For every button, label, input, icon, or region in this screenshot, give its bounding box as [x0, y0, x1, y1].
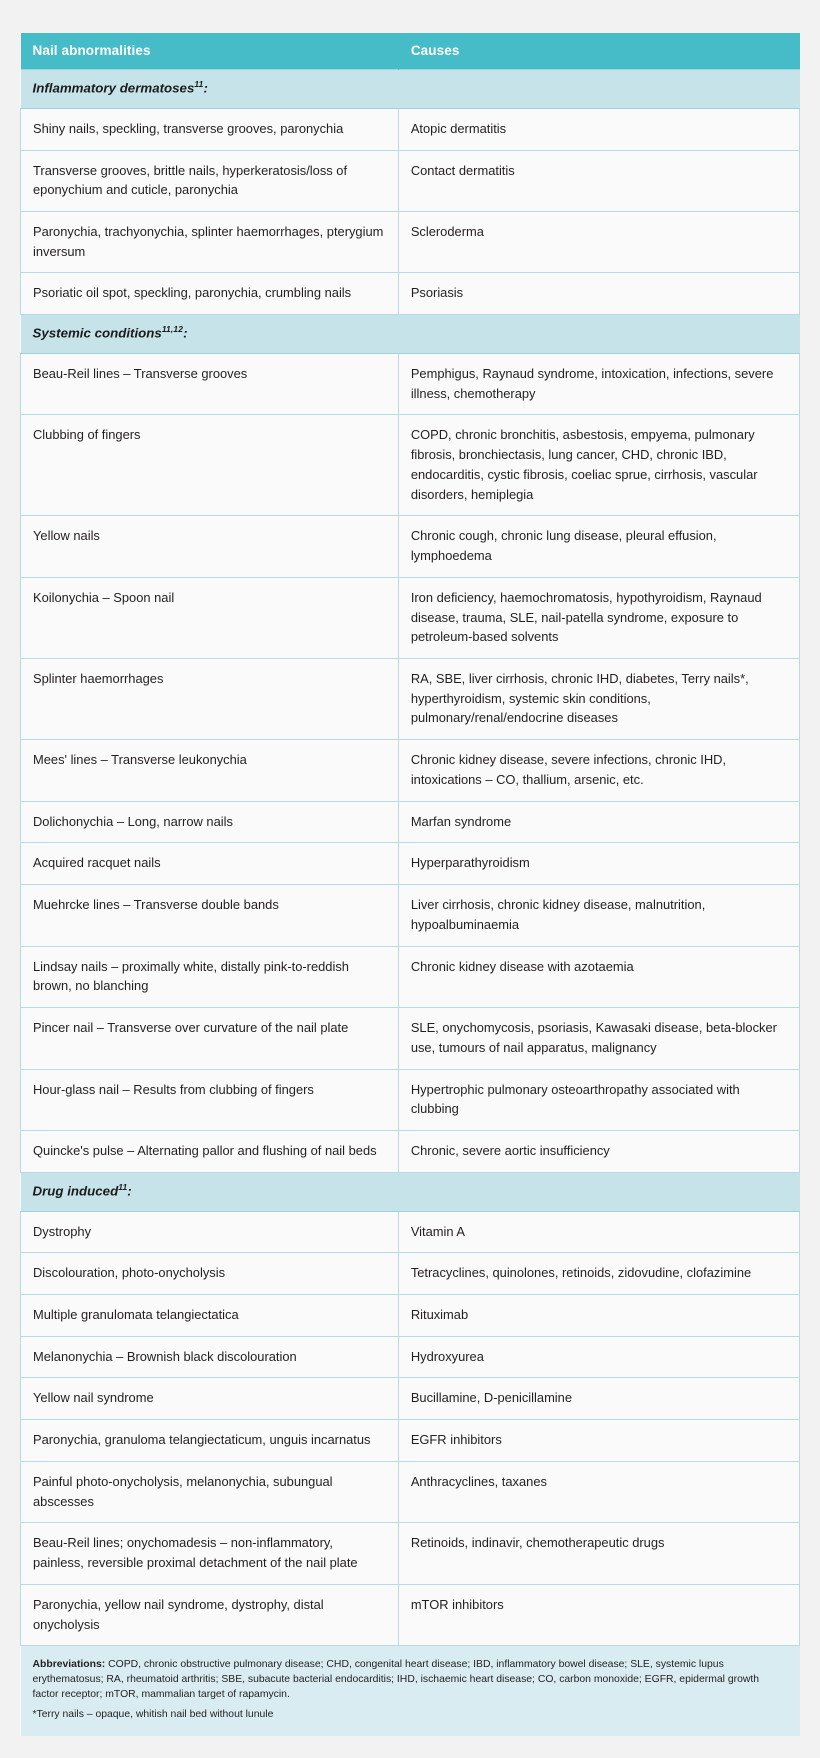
table-row	[21, 273, 800, 315]
abbreviations-note	[33, 1658, 788, 1703]
table-row	[21, 1584, 800, 1645]
cell-nail-abnormality: Lindsay nails – proximally white, distally pink-to-reddish brown, no blanching	[21, 946, 399, 1007]
section-title-suffix: :	[127, 1183, 132, 1199]
cell-nail-abnormality: Muehrcke lines – Transverse double bands	[21, 885, 399, 946]
nail-abnormalities-table	[20, 33, 800, 1736]
cell-nail-abnormality: Beau-Reil lines; onychomadesis – non-inflammatory, painless, reversible proximal detachment of the nail plate	[21, 1523, 399, 1584]
cell-cause: mTOR inhibitors	[398, 1584, 799, 1645]
cell-nail-abnormality: Multiple granulomata telangiectatica	[21, 1295, 399, 1337]
cell-nail-abnormality: Hour-glass nail – Results from clubbing of fingers	[21, 1069, 399, 1130]
section-header-label	[21, 70, 800, 109]
abbreviations-label: Abbreviations:	[32, 1659, 106, 1671]
table-row	[21, 659, 800, 740]
cell-cause: Hydroxyurea	[398, 1336, 799, 1378]
cell-cause: Marfan syndrome	[398, 801, 799, 843]
cell-cause: SLE, onychomycosis, psoriasis, Kawasaki disease, beta-blocker use, tumours of nail apparatus, malignancy	[398, 1008, 799, 1069]
cell-cause: Retinoids, indinavir, chemotherapeutic drugs	[398, 1523, 799, 1584]
section-header-row	[21, 315, 800, 354]
table-row	[21, 516, 800, 577]
abbreviations-text: COPD, chronic obstructive pulmonary disease; CHD, congenital heart disease; IBD, inflammatory bowel disease; SLE, systemic lupus erythematosus; RA, rheumatoid arthritis; SBE, subacute bacterial endocarditis; IHD, ischaemic heart disease; CO, carbon monoxide; EGFR, epidermal growth factor receptor; mTOR, mammalian target of rapamycin.	[32, 1659, 760, 1701]
terry-nails-footnote: *Terry nails – opaque, whitish nail bed without lunule	[32, 1709, 274, 1721]
cell-cause: Rituximab	[398, 1295, 799, 1337]
table-row	[21, 1461, 800, 1522]
cell-cause: Chronic kidney disease with azotaemia	[398, 946, 799, 1007]
cell-nail-abnormality: Shiny nails, speckling, transverse grooves, paronychia	[21, 108, 399, 150]
cell-nail-abnormality: Melanonychia – Brownish black discolouration	[21, 1336, 399, 1378]
cell-nail-abnormality: Quincke's pulse – Alternating pallor and flushing of nail beds	[21, 1131, 399, 1173]
section-title-superscript: 11	[194, 79, 204, 89]
cell-cause: Bucillamine, D-penicillamine	[398, 1378, 799, 1420]
table-row	[21, 801, 800, 843]
table-row	[21, 885, 800, 946]
table-body	[21, 70, 800, 1737]
cell-nail-abnormality: Koilonychia – Spoon nail	[21, 577, 399, 658]
column-header-nail-abnormalities: Nail abnormalities	[21, 33, 399, 70]
cell-nail-abnormality: Paronychia, trachyonychia, splinter haemorrhages, pterygium inversum	[21, 211, 399, 272]
section-title-text: Inflammatory dermatoses	[32, 80, 195, 96]
table-row	[21, 843, 800, 885]
cell-cause: Scleroderma	[398, 211, 799, 272]
section-title-text: Systemic conditions	[32, 325, 162, 341]
table-row	[21, 1131, 800, 1173]
table-row	[21, 211, 800, 272]
table-header	[21, 33, 800, 70]
section-header-label	[21, 1172, 800, 1211]
cell-cause: RA, SBE, liver cirrhosis, chronic IHD, diabetes, Terry nails*, hyperthyroidism, systemic skin conditions, pulmonary/renal/endocrine diseases	[398, 659, 799, 740]
cell-cause: Pemphigus, Raynaud syndrome, intoxication, infections, severe illness, chemotherapy	[398, 353, 799, 414]
cell-nail-abnormality: Mees' lines – Transverse leukonychia	[21, 740, 399, 801]
table-row	[21, 1336, 800, 1378]
section-title-superscript: 11	[118, 1181, 128, 1192]
cell-nail-abnormality: Splinter haemorrhages	[21, 659, 399, 740]
cell-nail-abnormality: Clubbing of fingers	[21, 415, 399, 516]
section-title-superscript: 11,12	[161, 324, 184, 335]
table-header-row	[21, 33, 800, 70]
table-row	[21, 1378, 800, 1420]
section-title-suffix: :	[183, 325, 188, 341]
cell-nail-abnormality: Yellow nail syndrome	[21, 1378, 399, 1420]
cell-nail-abnormality: Paronychia, granuloma telangiectaticum, unguis incarnatus	[21, 1420, 399, 1462]
table-row	[21, 946, 800, 1007]
cell-cause: Hyperparathyroidism	[398, 843, 799, 885]
cell-nail-abnormality: Dystrophy	[21, 1211, 399, 1253]
table-row	[21, 1523, 800, 1584]
cell-nail-abnormality: Paronychia, yellow nail syndrome, dystrophy, distal onycholysis	[21, 1584, 399, 1645]
cell-cause: COPD, chronic bronchitis, asbestosis, empyema, pulmonary fibrosis, bronchiectasis, lung cancer, CHD, chronic IBD, endocarditis, cystic fibrosis, coeliac sprue, cirrhosis, vascular disorders, hemiplegia	[398, 415, 799, 516]
table-footer-row	[21, 1646, 800, 1736]
cell-nail-abnormality: Transverse grooves, brittle nails, hyperkeratosis/loss of eponychium and cuticle, paronychia	[21, 150, 399, 211]
table-row	[21, 1008, 800, 1069]
cell-cause: Atopic dermatitis	[398, 108, 799, 150]
section-header-label	[21, 315, 800, 354]
cell-nail-abnormality: Dolichonychia – Long, narrow nails	[21, 801, 399, 843]
cell-nail-abnormality: Psoriatic oil spot, speckling, paronychia, crumbling nails	[21, 273, 399, 315]
table-row	[21, 1069, 800, 1130]
cell-nail-abnormality: Discolouration, photo-onycholysis	[21, 1253, 399, 1295]
cell-cause: Chronic kidney disease, severe infections, chronic IHD, intoxications – CO, thallium, arsenic, etc.	[398, 740, 799, 801]
cell-cause: Contact dermatitis	[398, 150, 799, 211]
column-header-causes: Causes	[398, 33, 799, 70]
cell-nail-abnormality: Yellow nails	[21, 516, 399, 577]
cell-nail-abnormality: Pincer nail – Transverse over curvature of the nail plate	[21, 1008, 399, 1069]
cell-cause: Anthracyclines, taxanes	[398, 1461, 799, 1522]
section-title-text: Drug induced	[32, 1183, 119, 1199]
cell-cause: EGFR inhibitors	[398, 1420, 799, 1462]
table-row	[21, 577, 800, 658]
cell-cause: Tetracyclines, quinolones, retinoids, zidovudine, clofazimine	[398, 1253, 799, 1295]
table-row	[21, 353, 800, 414]
cell-nail-abnormality: Acquired racquet nails	[21, 843, 399, 885]
table-row	[21, 740, 800, 801]
table-row	[21, 1253, 800, 1295]
cell-cause: Chronic cough, chronic lung disease, pleural effusion, lymphoedema	[398, 516, 799, 577]
table-row	[21, 108, 800, 150]
table-row	[21, 415, 800, 516]
section-title-suffix: :	[203, 80, 208, 96]
cell-cause: Chronic, severe aortic insufficiency	[398, 1131, 799, 1173]
table-footer-cell	[21, 1646, 800, 1736]
table-row	[21, 150, 800, 211]
section-header-row	[21, 70, 800, 109]
cell-cause: Liver cirrhosis, chronic kidney disease, malnutrition, hypoalbuminaemia	[398, 885, 799, 946]
cell-cause: Vitamin A	[398, 1211, 799, 1253]
table-row	[21, 1211, 800, 1253]
cell-cause: Iron deficiency, haemochromatosis, hypothyroidism, Raynaud disease, trauma, SLE, nail-patella syndrome, exposure to petroleum-based solvents	[398, 577, 799, 658]
cell-nail-abnormality: Beau-Reil lines – Transverse grooves	[21, 353, 399, 414]
table-row	[21, 1420, 800, 1462]
cell-cause: Hypertrophic pulmonary osteoarthropathy associated with clubbing	[398, 1069, 799, 1130]
cell-nail-abnormality: Painful photo-onycholysis, melanonychia, subungual abscesses	[21, 1461, 399, 1522]
cell-cause: Psoriasis	[398, 273, 799, 315]
table-row	[21, 1295, 800, 1337]
section-header-row	[21, 1172, 800, 1211]
